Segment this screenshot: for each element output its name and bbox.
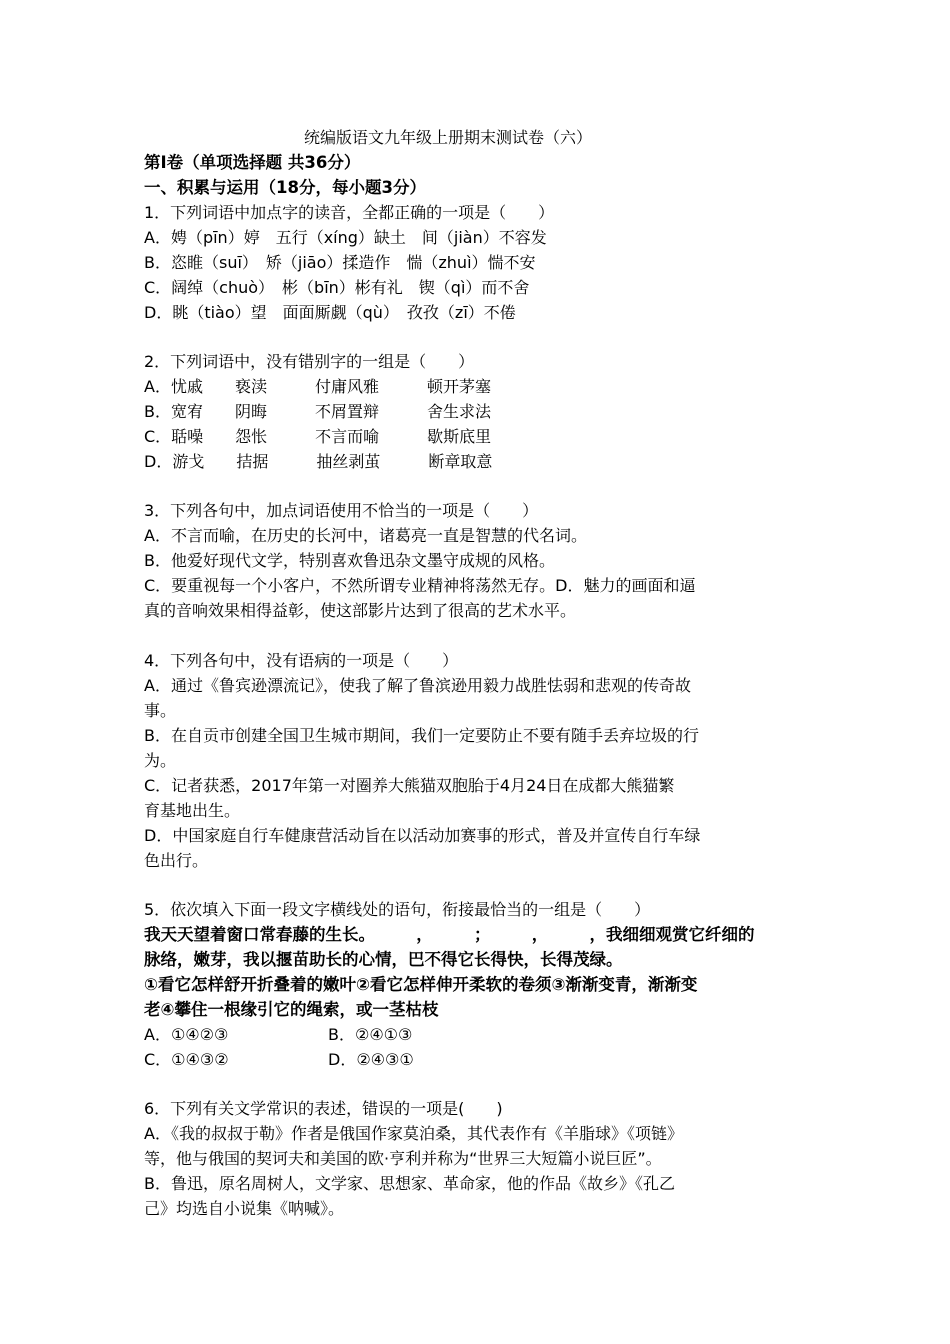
question-6-option-a-cont: 等，他与俄国的契诃夫和美国的欧·亨利并称为“世界三大短篇小说巨匠”。 (144, 1149, 662, 1168)
question-4-option-c: C．记者获悉，2017年第一对圈养大熊猫双胞胎于4月24日在成都大熊猫繁 (144, 776, 675, 795)
question-2-stem: 2．下列词语中，没有错别字的一组是（ ） (144, 352, 475, 371)
question-1-option-a: A．娉（pīn）婷 五行（xíng）缺土 间（jiàn）不容发 (144, 228, 547, 247)
question-5-passage-line-2: 脉络，嫩芽，我以揠苗助长的心情，巴不得它长得快，长得茂绿。 (144, 950, 623, 969)
question-5-options-row-2 (144, 1050, 414, 1070)
question-3-option-c: C．要重视每一个小客户，不然所谓专业精神将荡然无存。D．魅力的画面和逼 (144, 576, 696, 595)
question-1-option-d: D．眺（tiào）望 面面厮觑（qù） 孜孜（zī）不倦 (144, 303, 516, 322)
question-4-option-c-cont: 育基地出生。 (144, 801, 241, 820)
question-4-option-a: A．通过《鲁宾逊漂流记》，使我了解了鲁滨逊用毅力战胜怯弱和悲观的传奇故 (144, 676, 691, 695)
question-6-option-a: A．《我的叔叔于勒》作者是俄国作家莫泊桑，其代表作有《羊脂球》《项链》 (144, 1124, 683, 1143)
question-6-stem: 6．下列有关文学常识的表述，错误的一项是( ) (144, 1099, 503, 1118)
question-4-option-a-cont: 事。 (144, 701, 177, 720)
question-5-option-a: A．①④②③ (144, 1025, 229, 1044)
question-4-option-b: B．在自贡市创建全国卫生城市期间，我们一定要防止不要有随手丢弃垃圾的行 (144, 726, 699, 745)
section-heading: 第Ⅰ卷（单项选择题 共36分） (144, 153, 361, 172)
question-4-stem: 4．下列各句中，没有语病的一项是（ ） (144, 651, 459, 670)
question-3-option-b: B．他爱好现代文学，特别喜欢鲁迅杂文墨守成规的风格。 (144, 551, 555, 570)
question-6-option-b-cont: 己》均选自小说集《呐喊》。 (144, 1199, 345, 1218)
question-5-passage-line-1: 我天天望着窗口常春藤的生长。 ， ； ， ，我细细观赏它纤细的 (144, 925, 755, 944)
question-5-option-c: C．①④③② (144, 1050, 229, 1069)
question-5-option-b: B．②④①③ (328, 1025, 413, 1044)
question-5-option-d: D．②④③① (328, 1050, 414, 1069)
question-4-option-d: D．中国家庭自行车健康营活动旨在以活动加赛事的形式，普及并宣传自行车绿 (144, 826, 701, 845)
question-2-option-c: C．聒噪 怨怅 不言而喻 歇斯底里 (144, 427, 492, 446)
question-5-stem: 5．依次填入下面一段文字横线处的语句，衔接最恰当的一组是（ ） (144, 900, 651, 919)
question-3-stem: 3．下列各句中，加点词语使用不恰当的一项是（ ） (144, 501, 539, 520)
question-1-option-b: B．恣睢（suī） 矫（jiāo）揉造作 惴（zhuì）惴不安 (144, 253, 536, 272)
question-5-passage-line-3: ①看它怎样舒开折叠着的嫩叶②看它怎样伸开柔软的卷须③渐渐变青，渐渐变 (144, 975, 698, 994)
question-5-passage-line-4: 老④攀住一根缘引它的绳索，或一茎枯枝 (144, 1000, 439, 1019)
question-4-option-d-cont: 色出行。 (144, 851, 209, 870)
part-heading: 一、积累与运用（18分，每小题3分） (144, 178, 426, 197)
question-6-option-b: B．鲁迅，原名周树人，文学家、思想家、革命家，他的作品《故乡》《孔乙 (144, 1174, 675, 1193)
question-5-options-row-1 (144, 1025, 413, 1045)
question-1-option-c: C．阔绰（chuò） 彬（bīn）彬有礼 锲（qì）而不舍 (144, 278, 530, 297)
question-3-option-c-cont: 真的音响效果相得益彰，使这部影片达到了很高的艺术水平。 (144, 601, 577, 620)
page-title: 统编版语文九年级上册期末测试卷（六） (304, 128, 593, 147)
question-2-option-d: D．游戈 拮据 抽丝剥茧 断章取意 (144, 452, 493, 471)
question-1-stem: 1．下列词语中加点字的读音，全都正确的一项是（ ） (144, 203, 555, 222)
question-3-option-a: A．不言而喻，在历史的长河中，诸葛亮一直是智慧的代名词。 (144, 526, 587, 545)
question-2-option-a: A．忧戚 亵渎 付庸风雅 顿开茅塞 (144, 377, 491, 396)
question-2-option-b: B．宽宥 阴晦 不屑置辩 舍生求法 (144, 402, 491, 421)
question-4-option-b-cont: 为。 (144, 751, 177, 770)
